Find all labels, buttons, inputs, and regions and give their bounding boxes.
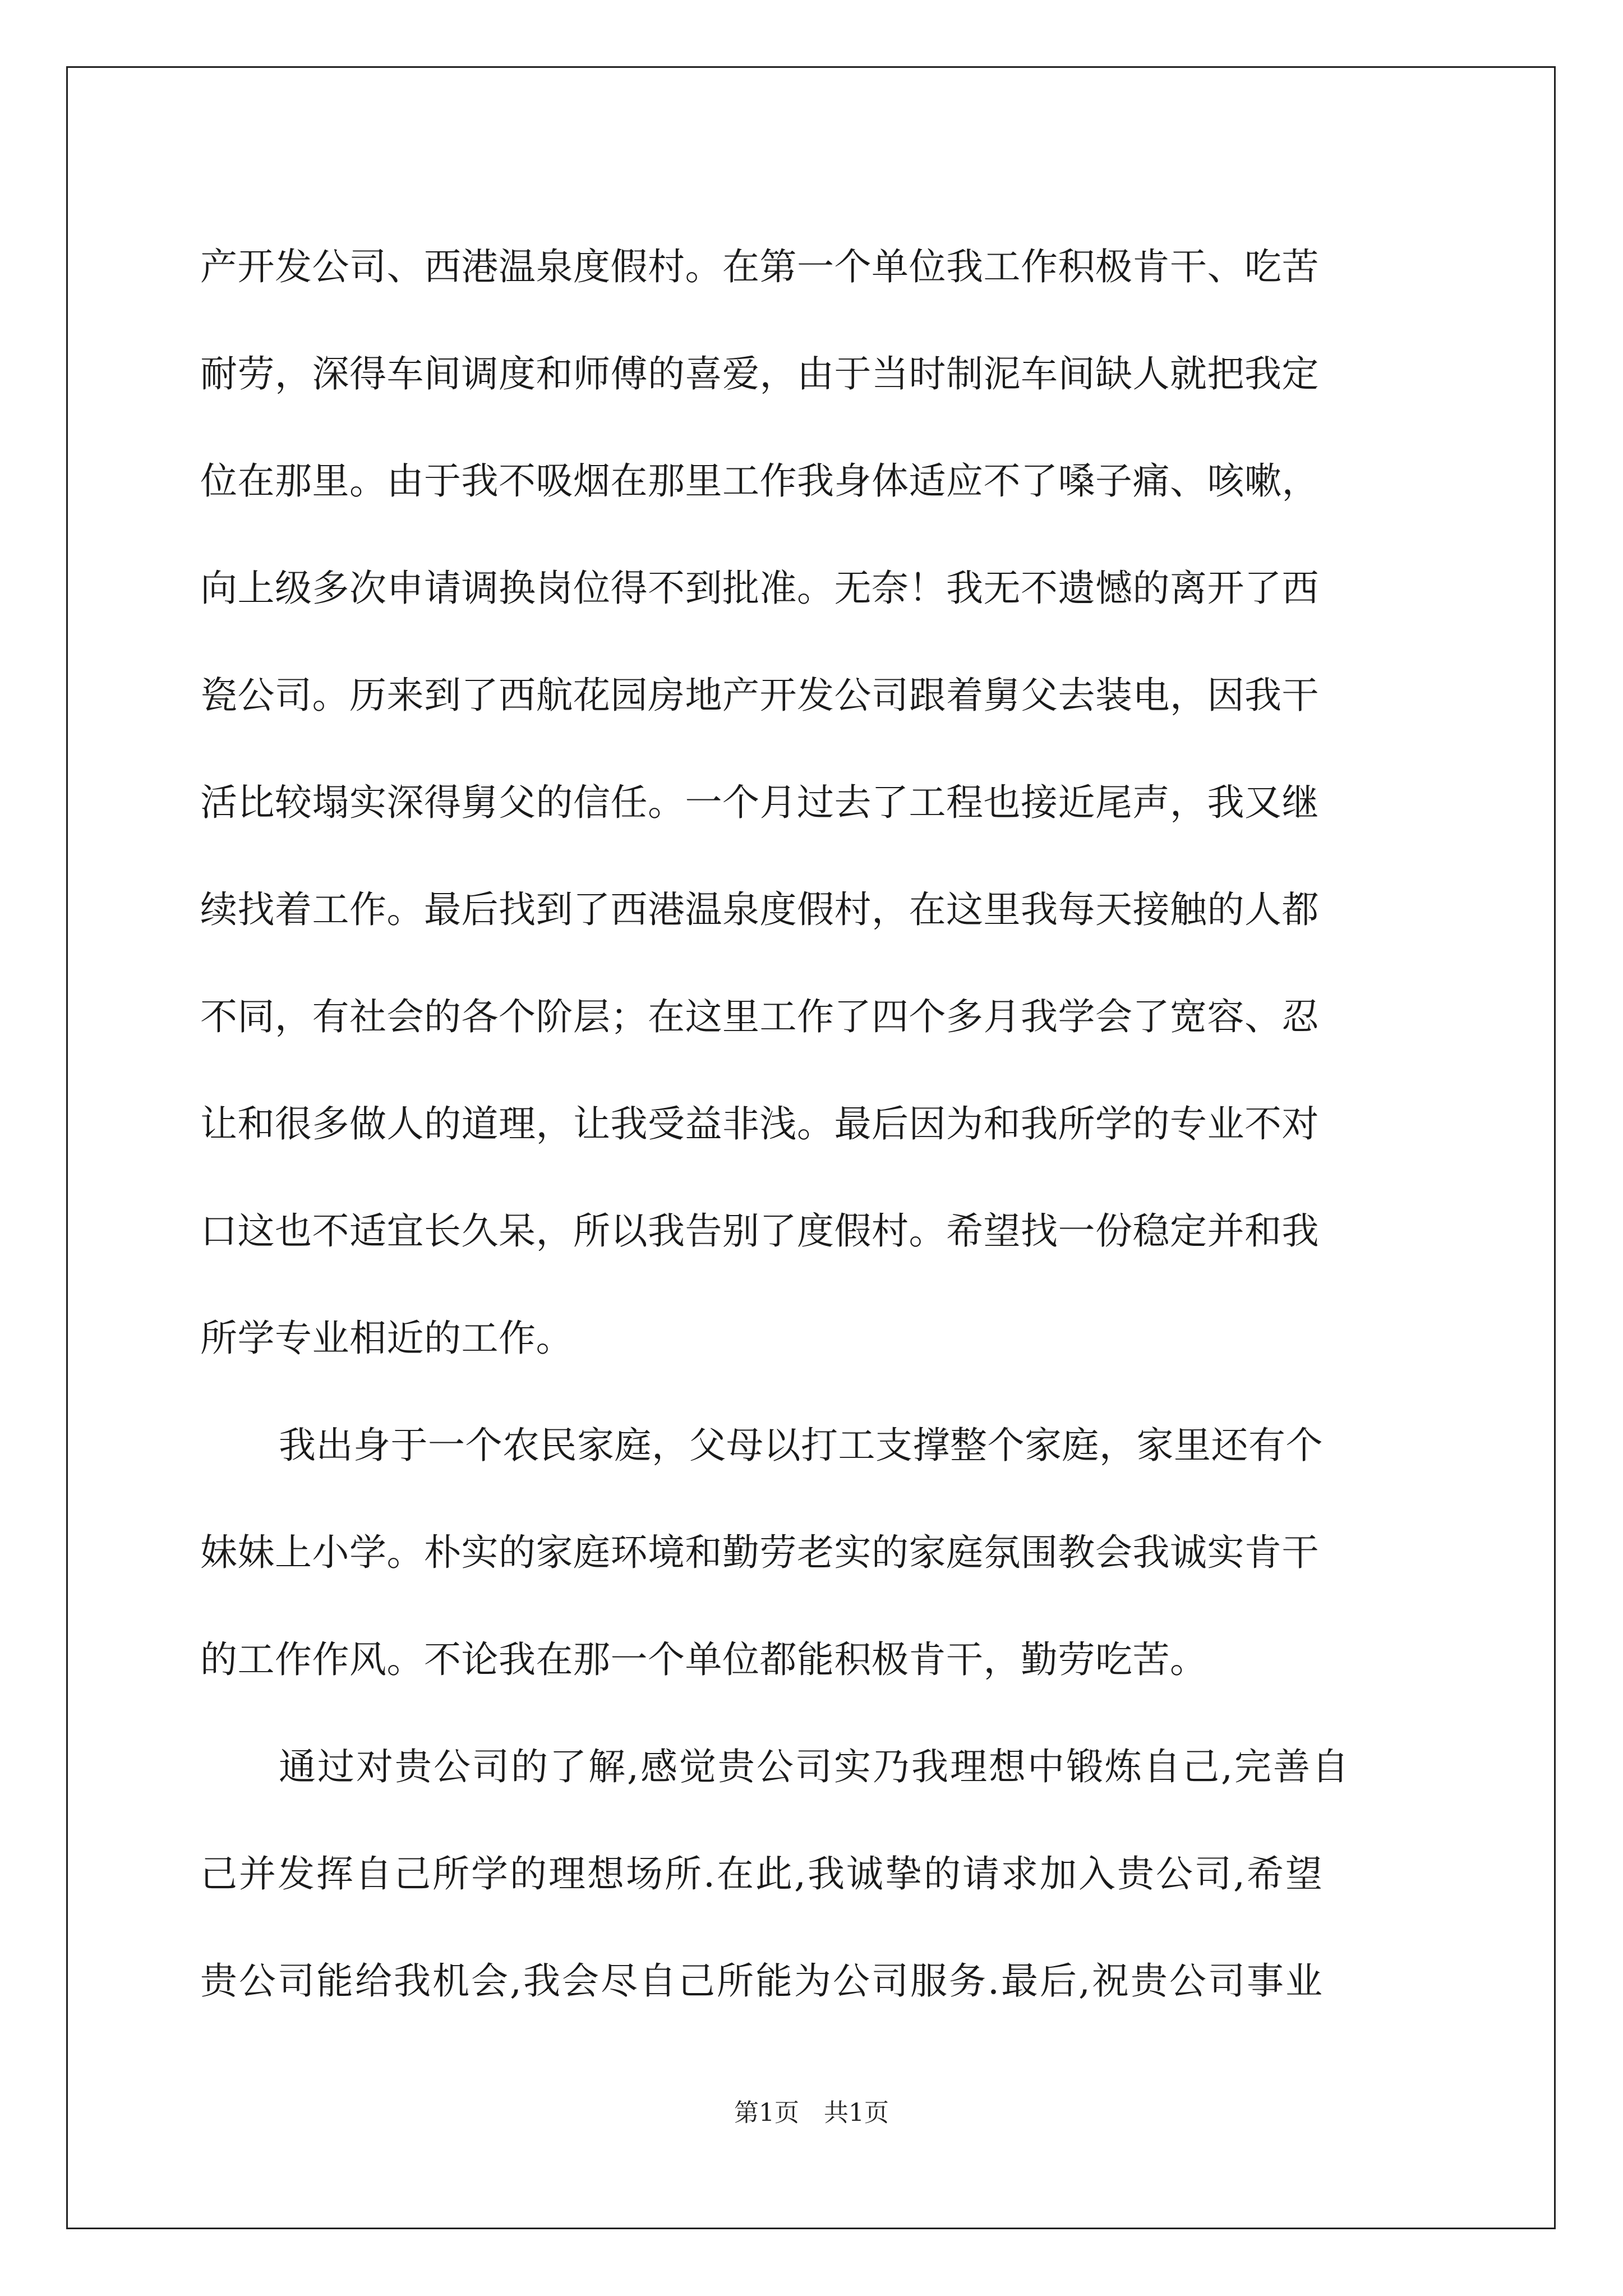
text-line: 活比较塌实深得舅父的信任。一个月过去了工程也接近尾声，我又继 <box>200 781 1319 824</box>
text-line: 续找着工作。最后找到了西港温泉度假村，在这里我每天接触的人都 <box>200 888 1319 931</box>
text-line: 向上级多次申请调换岗位得不到批准。无奈！我无不遗憾的离开了西 <box>200 567 1319 610</box>
document-body <box>200 213 1428 2035</box>
text-line: 让和很多做人的道理，让我受益非浅。最后因为和我所学的专业不对 <box>200 1102 1319 1145</box>
text-line: 位在那里。由于我不吸烟在那里工作我身体适应不了嗓子痛、咳嗽， <box>200 459 1319 503</box>
text-line: 不同，有社会的各个阶层；在这里工作了四个多月我学会了宽容、忍 <box>200 995 1319 1038</box>
paragraph-family-background <box>200 1392 1428 1713</box>
paragraph-work-history <box>200 213 1428 1392</box>
text-line: 妹妹上小学。朴实的家庭环境和勤劳老实的家庭氛围教会我诚实肯干 <box>200 1531 1319 1574</box>
text-line: 通过对贵公司的了解,感觉贵公司实乃我理想中锻炼自己,完善自 <box>279 1745 1350 1788</box>
text-line: 瓷公司。历来到了西航花园房地产开发公司跟着舅父去装电，因我干 <box>200 674 1319 717</box>
text-line: 产开发公司、西港温泉度假村。在第一个单位我工作积极肯干、吃苦 <box>200 245 1319 288</box>
page-footer: 第1页 共1页 <box>734 2099 889 2127</box>
text-line: 我出身于一个农民家庭，父母以打工支撑整个家庭，家里还有个 <box>279 1424 1323 1467</box>
paragraph-application-request <box>200 1713 1428 2035</box>
text-line: 己并发挥自己所学的理想场所.在此,我诚挚的请求加入贵公司,希望 <box>200 1852 1324 1895</box>
text-line: 所学专业相近的工作。 <box>200 1317 573 1360</box>
text-line: 贵公司能给我机会,我会尽自己所能为公司服务.最后,祝贵公司事业 <box>200 1959 1324 2003</box>
text-line: 口这也不适宜长久呆，所以我告别了度假村。希望找一份稳定并和我 <box>200 1209 1319 1253</box>
text-line: 耐劳，深得车间调度和师傅的喜爱，由于当时制泥车间缺人就把我定 <box>200 352 1319 395</box>
text-line: 的工作作风。不论我在那一个单位都能积极肯干，勤劳吃苦。 <box>200 1638 1207 1681</box>
